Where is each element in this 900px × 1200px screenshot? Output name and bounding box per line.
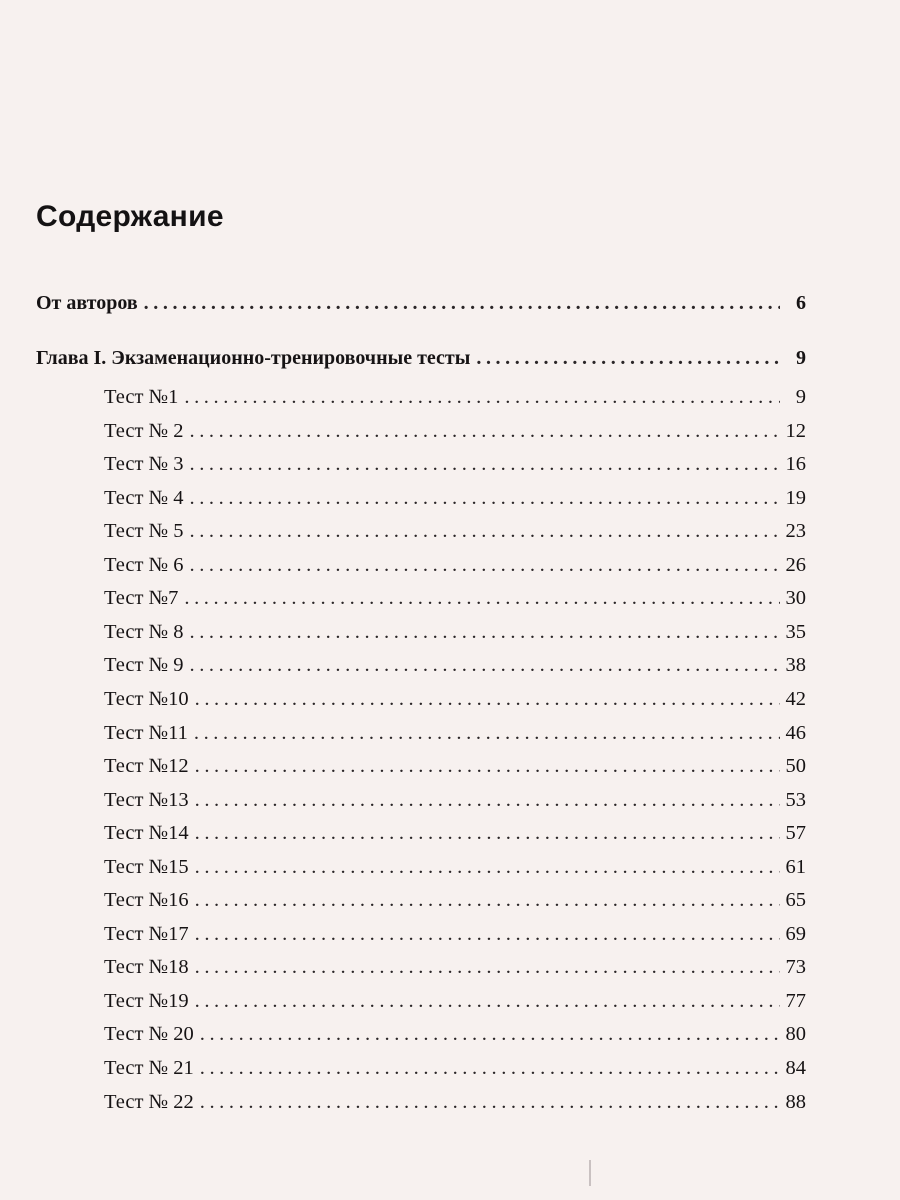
toc-entry-page-number: 61 [785, 856, 806, 878]
toc-entry-page-number: 9 [795, 386, 806, 408]
dot-leader [195, 920, 780, 948]
toc-entry-page-number: 16 [785, 453, 806, 475]
dot-leader [195, 752, 780, 780]
dot-leader [184, 383, 780, 411]
toc-entry-label: Тест № 6 [104, 554, 184, 576]
toc-entry-label: Тест № 20 [104, 1023, 194, 1045]
dot-leader [200, 1020, 780, 1048]
page-title: Содержание [36, 200, 224, 233]
toc-entry-page-number: 30 [785, 587, 806, 609]
toc-entry-label: Тест №1 [104, 386, 179, 408]
toc-entry-test-6 [104, 551, 806, 579]
toc-entry-test-11 [104, 719, 806, 747]
toc-entry-label: Тест №14 [104, 822, 189, 844]
dot-leader [189, 417, 779, 445]
dot-leader [200, 1088, 780, 1116]
dot-leader [189, 618, 779, 646]
toc-entry-label: Тест № 2 [104, 420, 184, 442]
toc-entry-label: Тест №7 [104, 587, 179, 609]
toc-entry-label: Тест № 8 [104, 621, 184, 643]
toc-entry-test-14 [104, 819, 806, 847]
toc-entry-test-21 [104, 1054, 806, 1082]
toc-entry-test-17 [104, 920, 806, 948]
dot-leader [195, 786, 780, 814]
toc-entry-test-16 [104, 886, 806, 914]
toc-entry-page-number: 19 [785, 487, 806, 509]
toc-entry-test-5 [104, 517, 806, 545]
toc-entry-page-number: 65 [785, 889, 806, 911]
toc-entry-page-number: 6 [796, 292, 806, 314]
dot-leader [195, 987, 780, 1015]
toc-entry-label: Тест №16 [104, 889, 189, 911]
toc-entry-page-number: 42 [785, 688, 806, 710]
toc-entry-test-1 [104, 383, 806, 411]
toc-entry-page-number: 12 [785, 420, 806, 442]
dot-leader [144, 289, 780, 317]
toc-entry-page-number: 46 [785, 722, 806, 744]
toc-entry-page-number: 84 [785, 1057, 806, 1079]
toc-entry-test-8 [104, 618, 806, 646]
toc-entry-label: Тест № 21 [104, 1057, 194, 1079]
toc-entry-test-4 [104, 484, 806, 512]
toc-entry-page-number: 57 [785, 822, 806, 844]
toc-entry-test-18 [104, 953, 806, 981]
toc-entry-label: Глава I. Экзаменационно-тренировочные тесты [36, 347, 471, 369]
toc-entry-label: Тест №19 [104, 990, 189, 1012]
dot-leader [195, 685, 780, 713]
toc-entry-test-3 [104, 450, 806, 478]
toc-entry-label: Тест № 3 [104, 453, 184, 475]
toc-entry-page-number: 9 [796, 347, 806, 369]
dot-leader [189, 551, 779, 579]
toc-entry-page-number: 69 [785, 923, 806, 945]
toc-entry-page-number: 50 [785, 755, 806, 777]
toc-entry-label: Тест №11 [104, 722, 188, 744]
toc-entry-label: От авторов [36, 292, 138, 314]
toc-entry-label: Тест № 9 [104, 654, 184, 676]
dot-leader [189, 517, 779, 545]
toc-entry-from-authors [36, 289, 806, 317]
toc-entry-test-22 [104, 1088, 806, 1116]
dot-leader [189, 484, 779, 512]
toc-entry-page-number: 77 [785, 990, 806, 1012]
toc-entry-label: Тест №17 [104, 923, 189, 945]
toc-entry-page-number: 80 [785, 1023, 806, 1045]
dot-leader [184, 584, 779, 612]
toc-entry-page-number: 26 [785, 554, 806, 576]
toc-entry-label: Тест № 4 [104, 487, 184, 509]
toc-entry-label: Тест №13 [104, 789, 189, 811]
toc-entry-label: Тест №15 [104, 856, 189, 878]
toc-entry-test-12 [104, 752, 806, 780]
toc-entry-test-9 [104, 651, 806, 679]
toc-entry-page-number: 88 [785, 1091, 806, 1113]
dot-leader [195, 953, 780, 981]
toc-entry-test-19 [104, 987, 806, 1015]
toc-entry-page-number: 23 [785, 520, 806, 542]
toc-entry-test-2 [104, 417, 806, 445]
toc-entry-chapter-1 [36, 344, 806, 372]
toc-entry-label: Тест № 5 [104, 520, 184, 542]
toc-entry-label: Тест №10 [104, 688, 189, 710]
dot-leader [476, 344, 780, 372]
toc-entry-label: Тест №18 [104, 956, 189, 978]
toc-entry-label: Тест №12 [104, 755, 189, 777]
dot-leader [195, 886, 780, 914]
dot-leader [189, 450, 779, 478]
toc-entry-test-20 [104, 1020, 806, 1048]
dot-leader [194, 719, 780, 747]
toc-entry-label: Тест № 22 [104, 1091, 194, 1113]
toc-entry-test-10 [104, 685, 806, 713]
toc-entry-page-number: 35 [785, 621, 806, 643]
toc-entry-test-13 [104, 786, 806, 814]
toc-entry-page-number: 53 [785, 789, 806, 811]
dot-leader [200, 1054, 780, 1082]
toc-entry-page-number: 38 [785, 654, 806, 676]
dot-leader [189, 651, 779, 679]
dot-leader [195, 819, 780, 847]
toc-entry-test-7 [104, 584, 806, 612]
dot-leader [195, 853, 780, 881]
toc-entry-page-number: 73 [785, 956, 806, 978]
toc-entry-test-15 [104, 853, 806, 881]
